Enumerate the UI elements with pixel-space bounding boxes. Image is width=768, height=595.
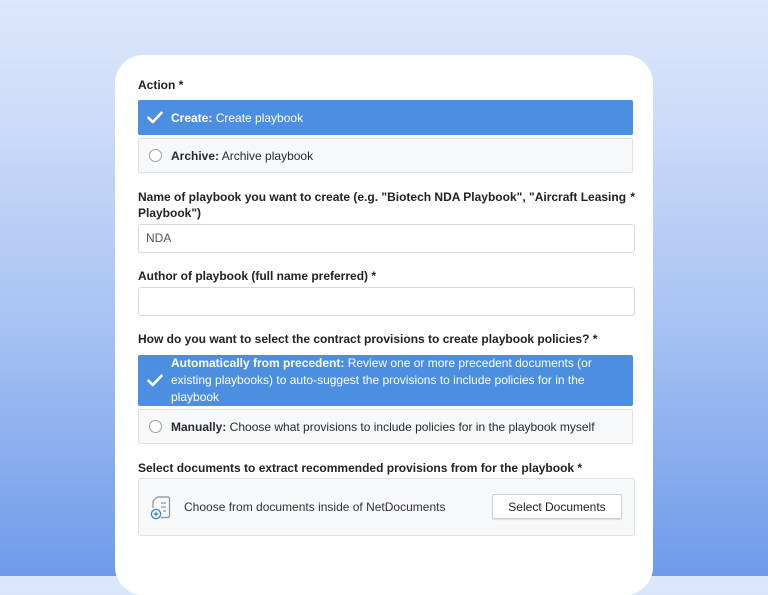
select-documents-button[interactable]: Select Documents <box>492 494 622 519</box>
provisions-option-manual[interactable] <box>138 409 633 444</box>
check-icon <box>139 374 171 387</box>
provisions-option-automatic[interactable] <box>138 355 633 406</box>
add-document-icon <box>150 495 174 526</box>
name-label: Name of playbook you want to create (e.g. "Biotech NDA Playbook", "Aircraft Leasing Playbook") * <box>138 190 635 220</box>
playbook-name-input[interactable]: NDA <box>138 224 635 253</box>
option-title: Archive: <box>171 148 220 163</box>
documents-label: Select documents to extract recommended provisions from for the playbook * <box>138 461 583 475</box>
radio-icon[interactable] <box>149 420 162 433</box>
radio-icon[interactable] <box>149 149 162 162</box>
option-title: Automatically from precedent: <box>171 356 345 370</box>
check-icon <box>139 111 171 124</box>
action-label: Action * <box>138 78 184 92</box>
action-option-create[interactable] <box>138 100 633 135</box>
document-picker-description: Choose from documents inside of NetDocuments <box>184 500 446 514</box>
document-picker <box>138 478 635 536</box>
option-text: Archive playbook <box>219 148 314 163</box>
option-text: Choose what provisions to include policies for in the playbook myself <box>226 419 595 434</box>
option-text: Create playbook <box>212 110 304 125</box>
provisions-label: How do you want to select the contract provisions to create playbook policies? * <box>138 332 598 346</box>
form-card <box>115 55 653 595</box>
option-title: Manually: <box>171 419 227 434</box>
author-input[interactable] <box>138 287 635 316</box>
option-title: Create: <box>171 110 213 125</box>
option-text: Review one or more precedent documents (or existing playbooks) to auto-suggest the provisions to include policies for in the playbook <box>171 356 592 404</box>
action-option-archive[interactable] <box>138 138 633 173</box>
required-marker: * <box>630 190 635 204</box>
author-label: Author of playbook (full name preferred) * <box>138 269 377 283</box>
